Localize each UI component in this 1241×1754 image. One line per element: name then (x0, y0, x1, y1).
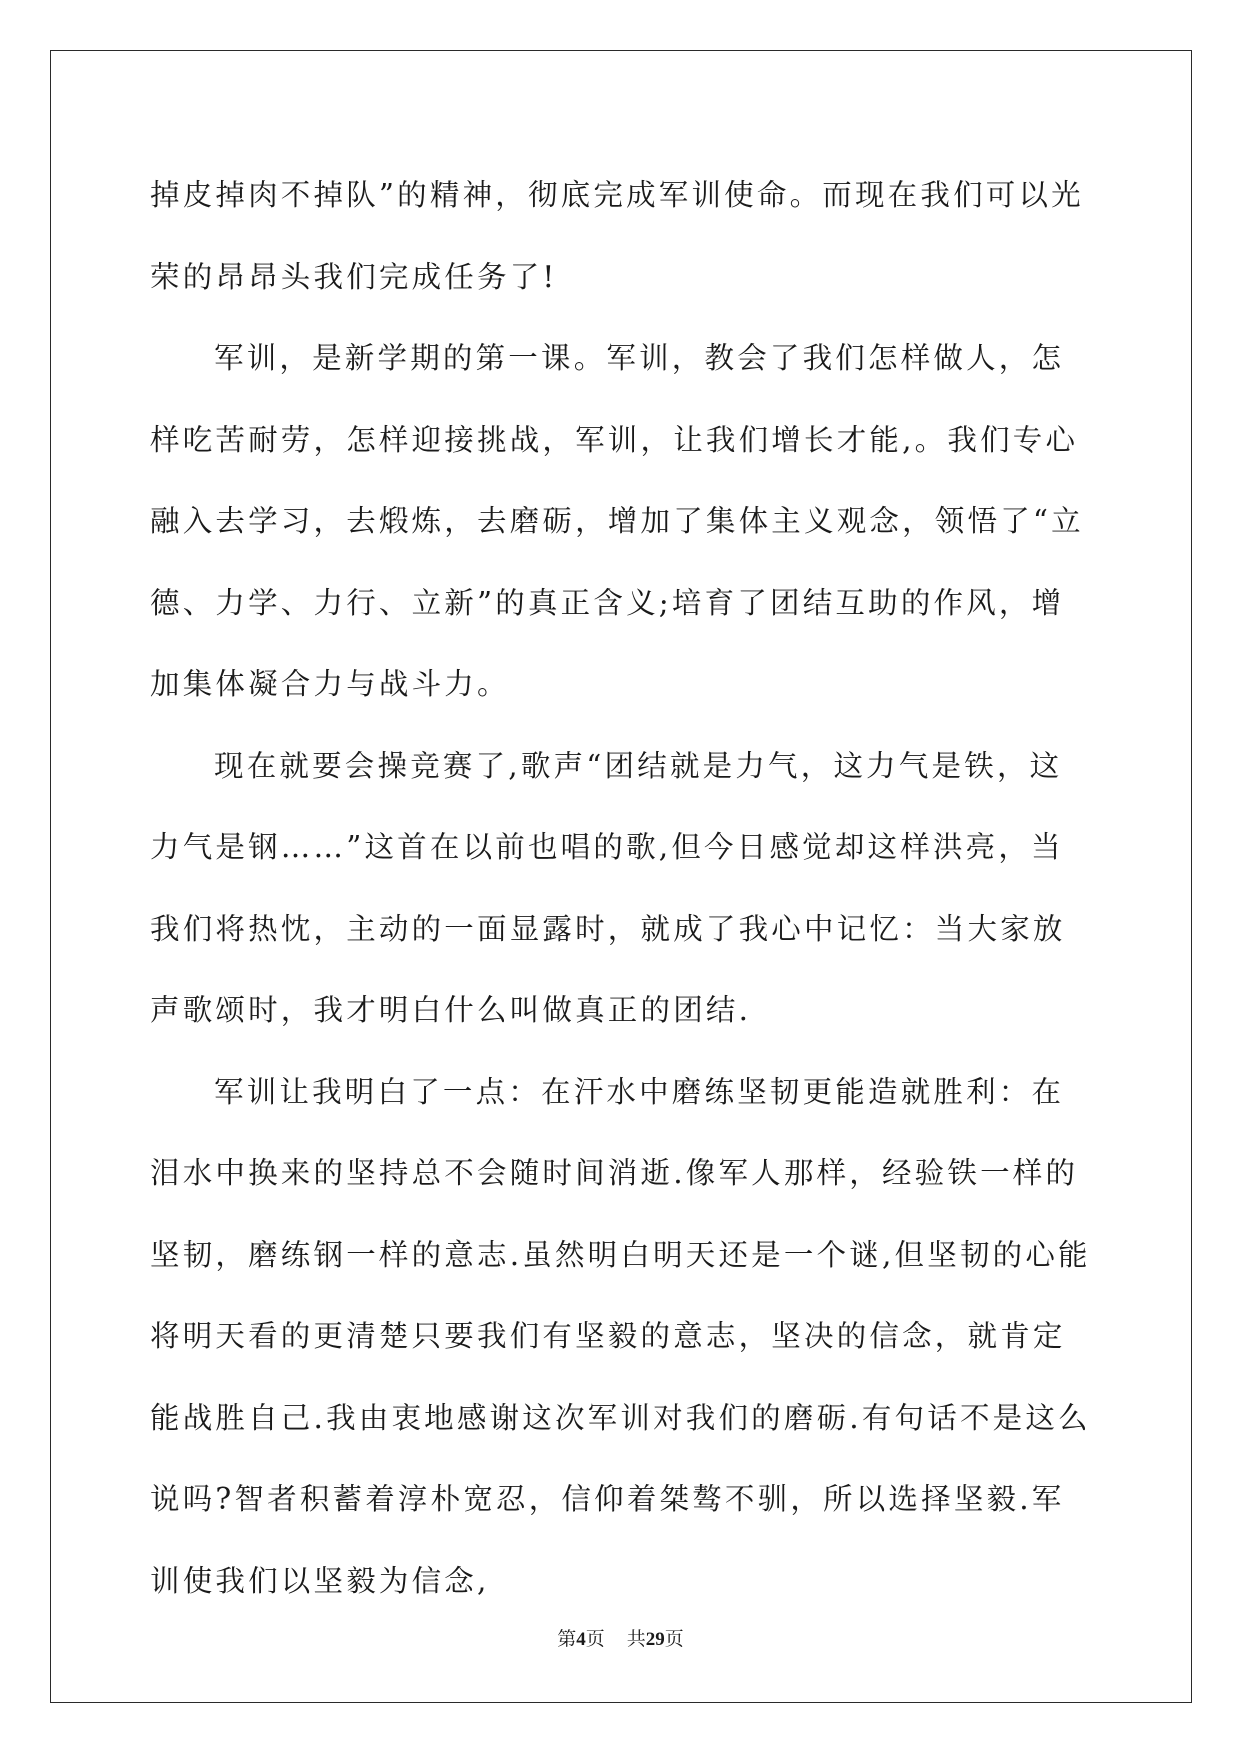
footer-total-prefix: 共 (626, 1629, 646, 1650)
current-page-number: 4 (576, 1629, 586, 1650)
paragraph-1: 掉皮掉肉不掉队”的精神，彻底完成军训使命。而现在我们可以光荣的昂昂头我们完成任务了! (150, 178, 1084, 294)
footer-prefix: 第 (557, 1629, 577, 1650)
total-page-number: 29 (645, 1629, 665, 1650)
paragraph-3: 现在就要会操竞赛了,歌声“团结就是力气，这力气是铁，这力气是钢……”这首在以前也唱的歌,但今日感觉却这样洪亮，当我们将热忱，主动的一面显露时，就成了我心中记忆：当大家放声歌颂时，我才明白什么叫做真正的团结. (150, 748, 1066, 1027)
paragraph-2: 军训，是新学期的第一课。军训，教会了我们怎样做人，怎样吃苦耐劳，怎样迎接挑战，军训，让我们增长才能,。我们专心融入去学习，去煅炼，去磨砺，增加了集体主义观念，领悟了“立德、力学、力行、立新”的真正含义;培育了团结互助的作风，增加集体凝合力与战斗力。 (150, 341, 1084, 701)
paragraph-4: 军训让我明白了一点：在汗水中磨练坚韧更能造就胜利：在泪水中换来的坚持总不会随时间消逝.像军人那样，经验铁一样的坚韧，磨练钢一样的意志.虽然明白明天还是一个谜,但坚韧的心能将明天看的更清楚只要我们有坚毅的意志，坚决的信念，就肯定能战胜自己.我由衷地感谢这次军训对我们的磨砺.有句话不是这么说吗?智者积蓄着淳朴宽忍，信仰着桀骜不驯，所以选择坚毅.军训使我们以坚毅为信念, (150, 1074, 1091, 1598)
page-footer (0, 1624, 1241, 1651)
footer-total-suffix: 页 (664, 1629, 684, 1650)
document-body (150, 155, 1092, 1622)
footer-page-suffix: 页 (585, 1629, 605, 1650)
